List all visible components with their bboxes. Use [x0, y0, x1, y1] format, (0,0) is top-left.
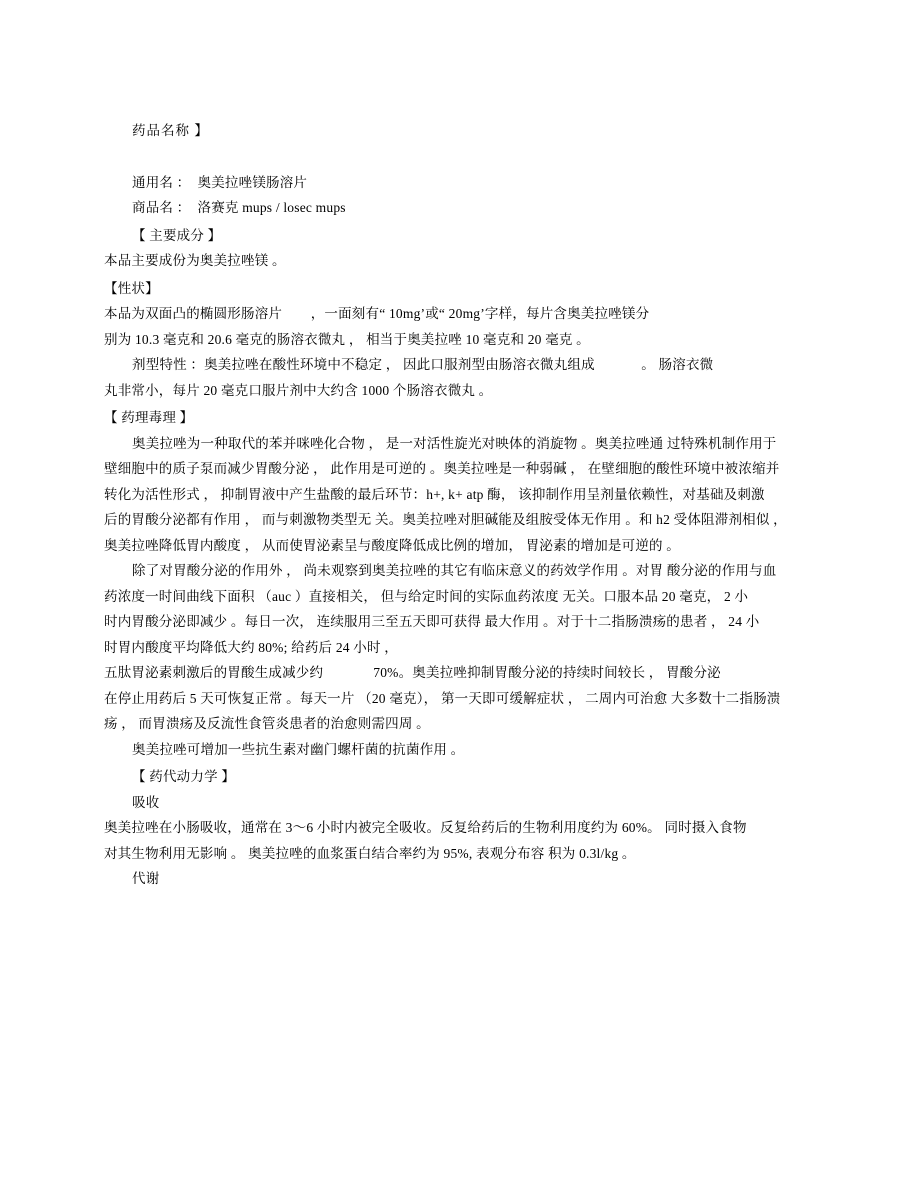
paragraph-pharm_6: 除了对胃酸分泌的作用外 ， 尚未观察到奥美拉唑的其它有临床意义的药效学作用 。对胃 酸分泌的作用与血: [132, 563, 777, 578]
paragraph-absorption_head: 吸收: [132, 794, 160, 810]
paragraph-properties_1: 本品为双面凸的椭圆形肠溶片 ，一面刻有“ 10mg’或“ 20mg’字样，每片含奥美拉唑镁分: [104, 306, 650, 321]
paragraph-list: [104, 170, 816, 892]
paragraph-pharm_2: 壁细胞中的质子泵而减少胃酸分泌 ， 此作用是可逆的 。奥美拉唑是一种弱碱 ， 在壁细胞的酸性环境中被浓缩并: [104, 461, 780, 476]
paragraph-sec_pharmacokinetics: 【 药代动力学 】: [132, 769, 236, 784]
paragraph-pharm_1: 奥美拉唑为一种取代的苯并咪唑化合物 ， 是一对活性旋光对映体的消旋物 。奥美拉唑通 过特殊机制作用于: [132, 435, 777, 451]
paragraph-sec_ingredients: 【 主要成分 】: [132, 227, 222, 243]
paragraph-pharm_4: 后的胃酸分泌都有作用 ， 而与刺激物类型无 关。奥美拉唑对胆碱能及组胺受体无作用 。和 h2 受体阻滞剂相似 ，: [104, 512, 787, 527]
paragraph-pharm_10: 五肽胃泌素刺激后的胃酸生成减少约 70%。奥美拉唑抑制胃酸分泌的持续时间较长 ， 胃酸分泌: [104, 665, 721, 680]
paragraph-pharm_3: 转化为活性形式 ， 抑制胃液中产生盐酸的最后环节：h+, k+ atp 酶， 该抑制作用呈剂量依赖性，对基础及刺激: [104, 486, 765, 502]
paragraph-ingredients_body: 本品主要成份为奥美拉唑镁 。: [104, 253, 286, 268]
paragraph-dosage_form_1: 剂型特性 ：奥美拉唑在酸性环境中不稳定 ， 因此口服剂型由肠溶衣微丸组成 。 肠溶衣微: [132, 357, 714, 372]
paragraph-pharm_13: 奥美拉唑可增加一些抗生素对幽门螺杆菌的抗菌作用 。: [132, 741, 465, 757]
paragraph-generic_name: 通用名 ： 奥美拉唑镁肠溶片: [132, 174, 308, 190]
paragraph-pharm_7: 药浓度一时间曲线下面积 （auc ）直接相关， 但与给定时间的实际血药浓度 无关。口服本品 20 毫克， 2 小: [104, 588, 749, 604]
paragraph-pharm_11: 在停止用药后 5 天可恢复正常 。每天一片 （20 毫克）， 第一天即可缓解症状 ， 二周内可治愈 大多数十二指肠溃: [104, 690, 781, 706]
paragraph-pharm_12: 疡 ， 而胃溃疡及反流性食管炎患者的治愈则需四周 。: [104, 716, 430, 731]
paragraph-sec_pharmacology: 【 药理毒理 】: [104, 410, 194, 425]
paragraph-pharm_8: 时内胃酸分泌即减少 。每日一次， 连续服用三至五天即可获得 最大作用 。对于十二指肠溃疡的患者 ， 24 小: [104, 614, 760, 629]
paragraph-dosage_form_2: 丸非常小，每片 20 毫克口服片剂中大约含 1000 个肠溶衣微丸 。: [104, 382, 493, 398]
paragraph-pharm_9: 时胃内酸度平均降低大约 80%; 给药后 24 小时 ，: [104, 639, 398, 655]
paragraph-properties_2: 别为 10.3 毫克和 20.6 毫克的肠溶衣微丸 ， 相当于奥美拉唑 10 毫克和 20 毫克 。: [104, 331, 590, 347]
paragraph-absorption_1: 奥美拉唑在小肠吸收，通常在 3～6 小时内被完全吸收。反复给药后的生物利用度约为 60%。 同时摄入食物: [104, 820, 747, 835]
paragraph-pharm_5: 奥美拉唑降低胃内酸度 ， 从而使胃泌素呈与酸度降低成比例的增加， 胃泌素的增加是可逆的 。: [104, 537, 680, 553]
paragraph-metabolism_head: 代谢: [132, 871, 160, 886]
page-title: 药品名称 】: [132, 123, 209, 138]
paragraph-absorption_2: 对其生物利用无影响 。 奥美拉唑的血浆蛋白结合率约为 95%, 表观分布容 积为 0.3l/kg 。: [104, 845, 636, 861]
paragraph-sec_properties: 【性状】: [104, 280, 159, 296]
paragraph-trade_name: 商品名 ： 洛赛克 mups / losec mups: [132, 200, 346, 215]
spacer: [104, 144, 816, 170]
document-body: [104, 118, 816, 892]
